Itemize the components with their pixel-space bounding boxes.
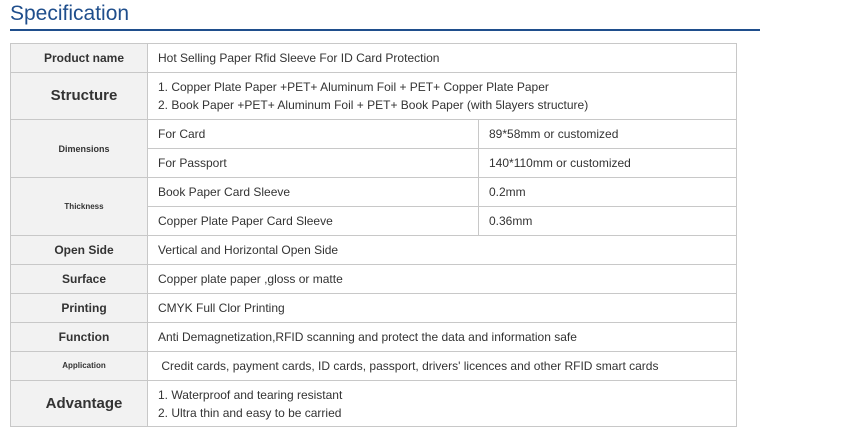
section-title: Specification — [10, 2, 130, 25]
row-surface — [11, 265, 737, 294]
row-product-name — [11, 44, 737, 73]
row-label: Surface — [11, 265, 148, 294]
row-value: CMYK Full Clor Printing — [148, 294, 737, 323]
row-function — [11, 323, 737, 352]
row-thickness-book — [11, 178, 737, 207]
row-label: Product name — [11, 44, 148, 73]
row-application — [11, 352, 737, 381]
structure-line: 1. Copper Plate Paper +PET+ Aluminum Foil + PET+ Copper Plate Paper — [158, 80, 549, 94]
thickness-name: Book Paper Card Sleeve — [148, 178, 479, 207]
row-label: Dimensions — [11, 120, 148, 178]
dimension-name: For Card — [148, 120, 479, 149]
row-label: Advantage — [11, 381, 148, 427]
row-label: Thickness — [11, 178, 148, 236]
row-label: Function — [11, 323, 148, 352]
dimension-value: 89*58mm or customized — [479, 120, 737, 149]
row-structure — [11, 73, 737, 120]
structure-line: 2. Book Paper +PET+ Aluminum Foil + PET+ Book Paper (with 5layers structure) — [158, 98, 589, 112]
row-value — [148, 381, 737, 427]
row-value: Vertical and Horizontal Open Side — [148, 236, 737, 265]
row-label: Open Side — [11, 236, 148, 265]
row-open-side — [11, 236, 737, 265]
row-printing — [11, 294, 737, 323]
specification-table — [10, 43, 737, 427]
advantage-line: 2. Ultra thin and easy to be carried — [158, 405, 342, 420]
title-underline — [10, 29, 760, 31]
row-value: Anti Demagnetization,RFID scanning and protect the data and information safe — [148, 323, 737, 352]
row-label: Printing — [11, 294, 148, 323]
row-value — [148, 73, 737, 120]
row-value: Credit cards, payment cards, ID cards, passport, drivers' licences and other RFID smart cards — [148, 352, 737, 381]
row-advantage — [11, 381, 737, 427]
row-label: Application — [11, 352, 148, 381]
thickness-value: 0.36mm — [479, 207, 737, 236]
row-value: Hot Selling Paper Rfid Sleeve For ID Card Protection — [148, 44, 737, 73]
row-value: Copper plate paper ,gloss or matte — [148, 265, 737, 294]
thickness-value: 0.2mm — [479, 178, 737, 207]
thickness-name: Copper Plate Paper Card Sleeve — [148, 207, 479, 236]
dimension-value: 140*110mm or customized — [479, 149, 737, 178]
row-label: Structure — [11, 73, 148, 120]
row-dimensions-card — [11, 120, 737, 149]
advantage-line: 1. Waterproof and tearing resistant — [158, 387, 343, 402]
dimension-name: For Passport — [148, 149, 479, 178]
